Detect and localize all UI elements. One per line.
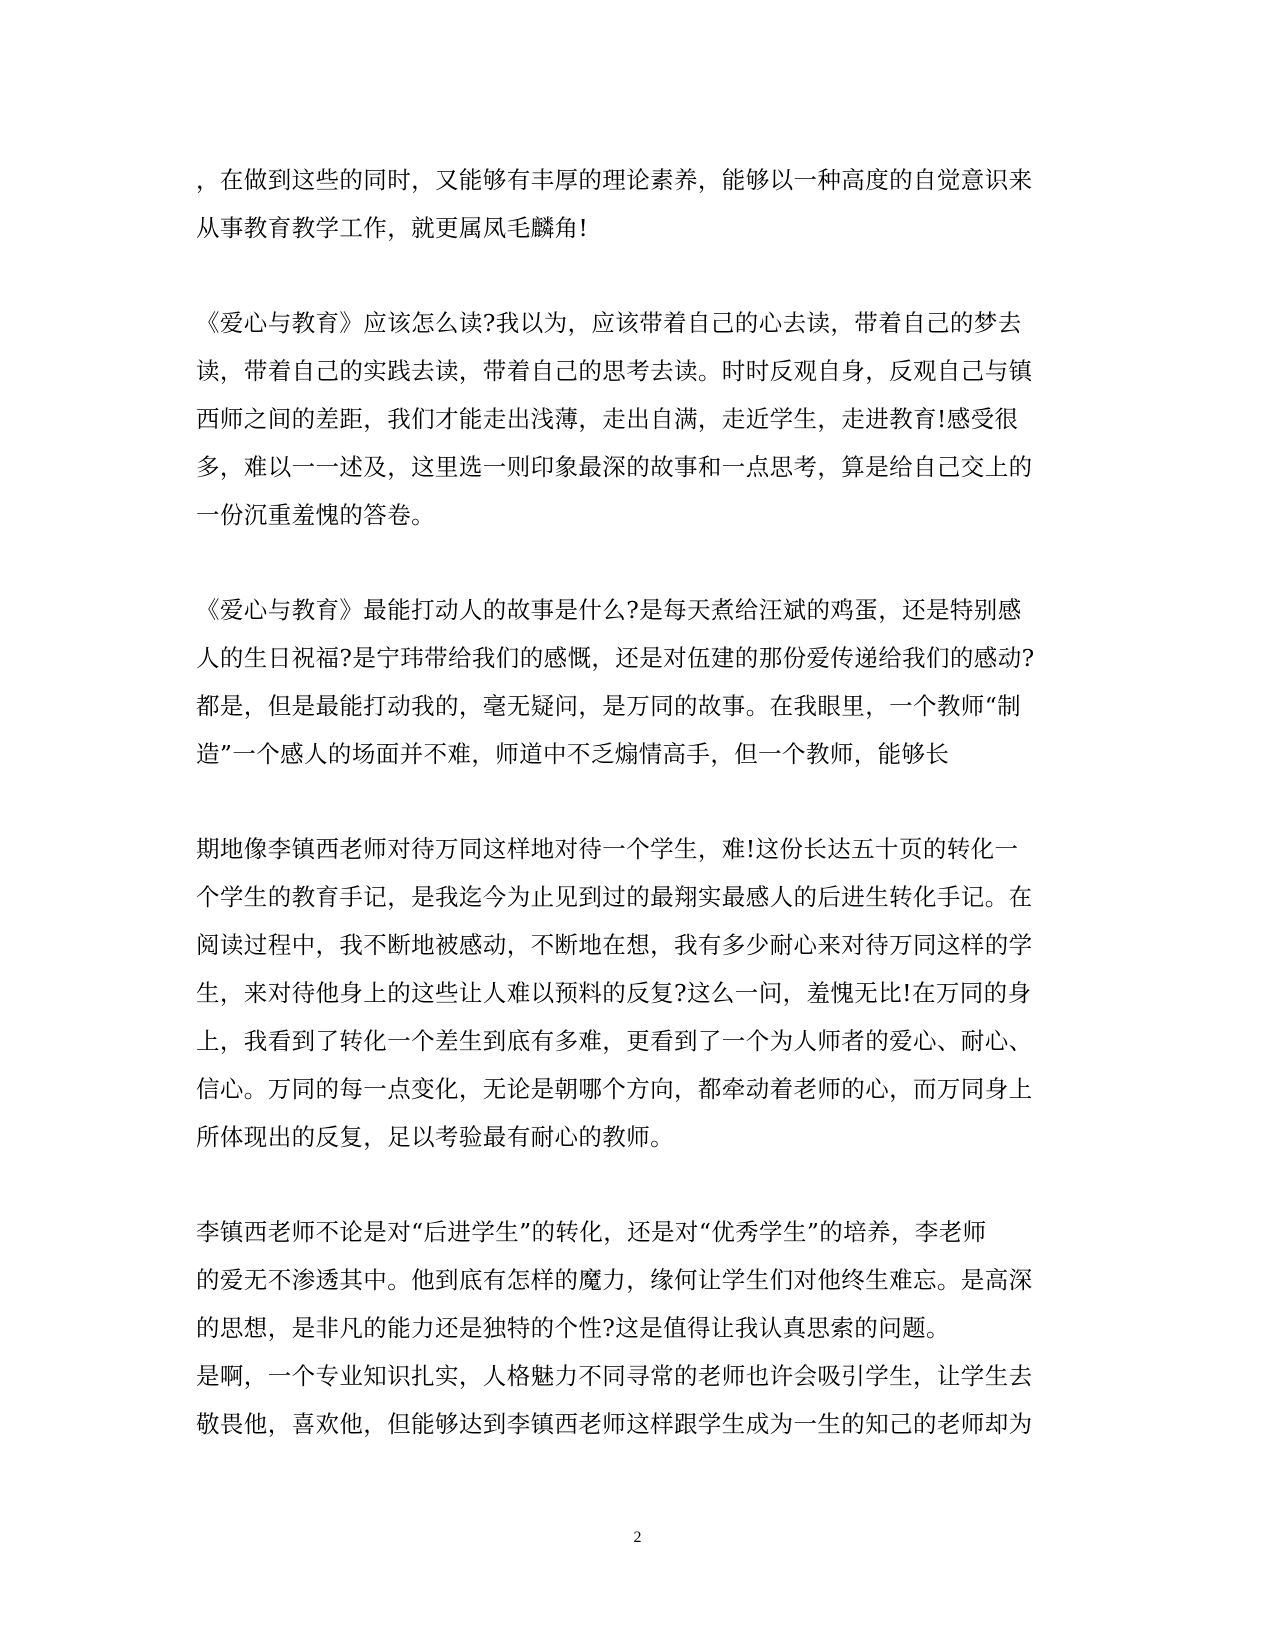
text-line: 个学生的教育手记，是我迄今为止见到过的最翔实最感人的后进生转化手记。在 [196, 883, 1033, 911]
paragraph-gap [196, 778, 1080, 825]
paragraph-1 [196, 156, 1080, 252]
text-line: 多，难以一一述及，这里选一则印象最深的故事和一点思考，算是给自己交上的 [196, 453, 1033, 481]
text-line: 《爱心与教育》应该怎么读?我以为，应该带着自己的心去读，带着自己的梦去 [196, 309, 1022, 337]
text-line: 是啊，一个专业知识扎实，人格魅力不同寻常的老师也许会吸引学生，让学生去 [196, 1362, 1033, 1390]
text-line: 的思想，是非凡的能力还是独特的个性?这是值得让我认真思索的问题。 [196, 1314, 950, 1342]
text-line: 读，带着自己的实践去读，带着自己的思考去读。时时反观自身，反观自己与镇 [196, 357, 1033, 385]
text-line: 从事教育教学工作，就更属凤毛麟角! [196, 214, 589, 242]
paragraph-gap [196, 539, 1080, 586]
text-line: 西师之间的差距，我们才能走出浅薄，走出自满，走近学生，走进教育!感受很 [196, 405, 1019, 433]
text-line: 李镇西老师不论是对“后进学生”的转化，还是对“优秀学生”的培养，李老师 [196, 1218, 987, 1246]
paragraph-gap [196, 1161, 1080, 1208]
paragraph-gap [196, 252, 1080, 299]
text-line: 期地像李镇西老师对待万同这样地对待一个学生，难!这份长达五十页的转化一 [196, 835, 1019, 863]
text-line: 生，来对待他身上的这些让人难以预料的反复?这么一问，羞愧无比!在万同的身 [196, 979, 1032, 1007]
paragraph-5 [196, 1208, 1080, 1448]
text-line: 一份沉重羞愧的答卷。 [196, 501, 435, 529]
paragraph-3 [196, 586, 1080, 778]
text-line: 造”一个感人的场面并不难，师道中不乏煽情高手，但一个教师，能够长 [196, 740, 950, 768]
body-text [196, 156, 1080, 1448]
paragraph-4 [196, 825, 1080, 1161]
text-line: 都是，但是最能打动我的，毫无疑问，是万同的故事。在我眼里，一个教师“制 [196, 692, 1022, 720]
text-line: 人的生日祝福?是宁玮带给我们的感慨，还是对伍建的那份爱传递给我们的感动? [196, 644, 1035, 672]
paragraph-2 [196, 299, 1080, 539]
text-line: 上，我看到了转化一个差生到底有多难，更看到了一个为人师者的爱心、耐心、 [196, 1027, 1033, 1055]
text-line: 《爱心与教育》最能打动人的故事是什么?是每天煮给汪斌的鸡蛋，还是特别感 [196, 596, 1022, 624]
text-line: 所体现出的反复，足以考验最有耐心的教师。 [196, 1123, 674, 1151]
text-line: 敬畏他，喜欢他，但能够达到李镇西老师这样跟学生成为一生的知己的老师却为 [196, 1410, 1033, 1438]
text-line: 的爱无不渗透其中。他到底有怎样的魔力，缘何让学生们对他终生难忘。是高深 [196, 1266, 1033, 1294]
text-line: 阅读过程中，我不断地被感动，不断地在想，我有多少耐心来对待万同这样的学 [196, 931, 1033, 959]
page-number: 2 [633, 1529, 642, 1546]
text-line: 信心。万同的每一点变化，无论是朝哪个方向，都牵动着老师的心，而万同身上 [196, 1075, 1033, 1103]
text-line: ，在做到这些的同时，又能够有丰厚的理论素养，能够以一种高度的自觉意识来 [196, 166, 1033, 194]
